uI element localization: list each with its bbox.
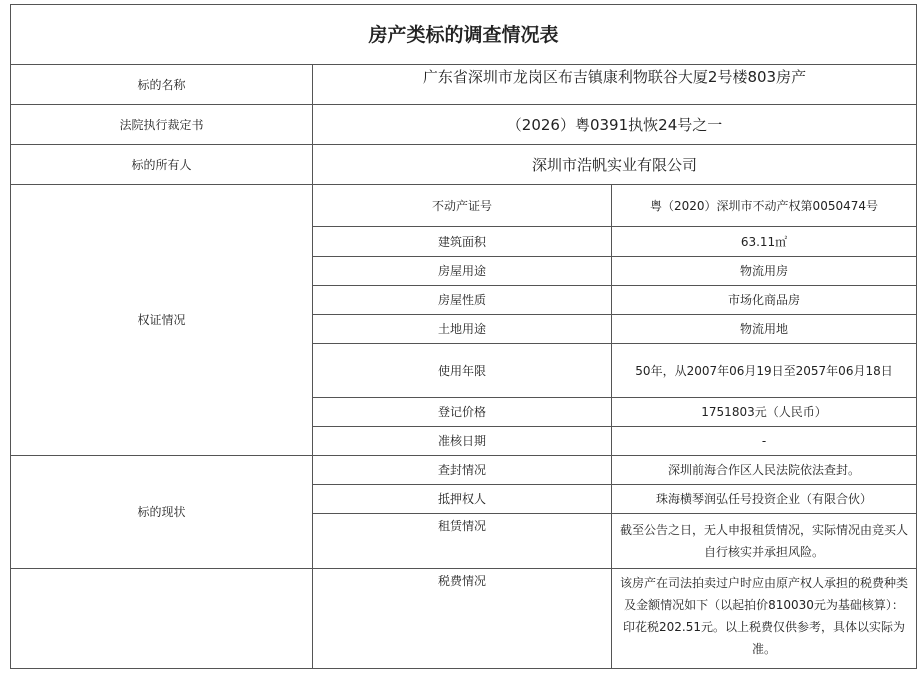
status-item-value: 截至公告之日，无人申报租赁情况，实际情况由竞买人自行核实并承担风险。	[612, 514, 917, 569]
status-item-label: 租赁情况	[313, 514, 612, 569]
rights-item-label: 房屋用途	[313, 257, 612, 286]
survey-document	[10, 4, 916, 669]
status-item-label: 查封情况	[313, 456, 612, 485]
name-value: 广东省深圳市龙岗区布吉镇康利物联谷大厦2号楼803房产	[313, 65, 917, 105]
rights-item-value: 市场化商品房	[612, 286, 917, 315]
rights-item-label: 土地用途	[313, 315, 612, 344]
rights-item-label: 不动产证号	[313, 185, 612, 227]
tax-value: 该房产在司法拍卖过户时应由原产权人承担的税费种类及金额情况如下（以起拍价810030元为基础核算）：印花税202.51元。以上税费仅供参考，具体以实际为准。	[612, 569, 917, 669]
owner-label: 标的所有人	[11, 145, 313, 185]
rights-item-value: 物流用房	[612, 257, 917, 286]
rights-item-label: 建筑面积	[313, 227, 612, 257]
rights-section-label: 权证情况	[11, 185, 313, 456]
rights-item-label: 房屋性质	[313, 286, 612, 315]
rights-item-label: 准核日期	[313, 427, 612, 456]
tax-label: 税费情况	[313, 569, 612, 669]
survey-table	[10, 4, 917, 669]
rights-item-value: 50年，从2007年06月19日至2057年06月18日	[612, 344, 917, 398]
ruling-value: （2026）粤0391执恢24号之一	[313, 105, 917, 145]
rights-item-value: -	[612, 427, 917, 456]
status-item-label: 抵押权人	[313, 485, 612, 514]
rights-item-label: 登记价格	[313, 398, 612, 427]
ruling-label: 法院执行裁定书	[11, 105, 313, 145]
rights-item-value: 粤（2020）深圳市不动产权第0050474号	[612, 185, 917, 227]
rights-item-value: 物流用地	[612, 315, 917, 344]
name-label: 标的名称	[11, 65, 313, 105]
status-section-label: 标的现状	[11, 456, 313, 569]
rights-item-value: 63.11㎡	[612, 227, 917, 257]
status-item-value: 珠海横琴润弘任号投资企业（有限合伙）	[612, 485, 917, 514]
owner-value: 深圳市浩帆实业有限公司	[313, 145, 917, 185]
rights-item-value: 1751803元（人民币）	[612, 398, 917, 427]
status-item-value: 深圳前海合作区人民法院依法查封。	[612, 456, 917, 485]
tax-empty-cell	[11, 569, 313, 669]
page-title: 房产类标的调查情况表	[11, 5, 917, 65]
rights-item-label: 使用年限	[313, 344, 612, 398]
